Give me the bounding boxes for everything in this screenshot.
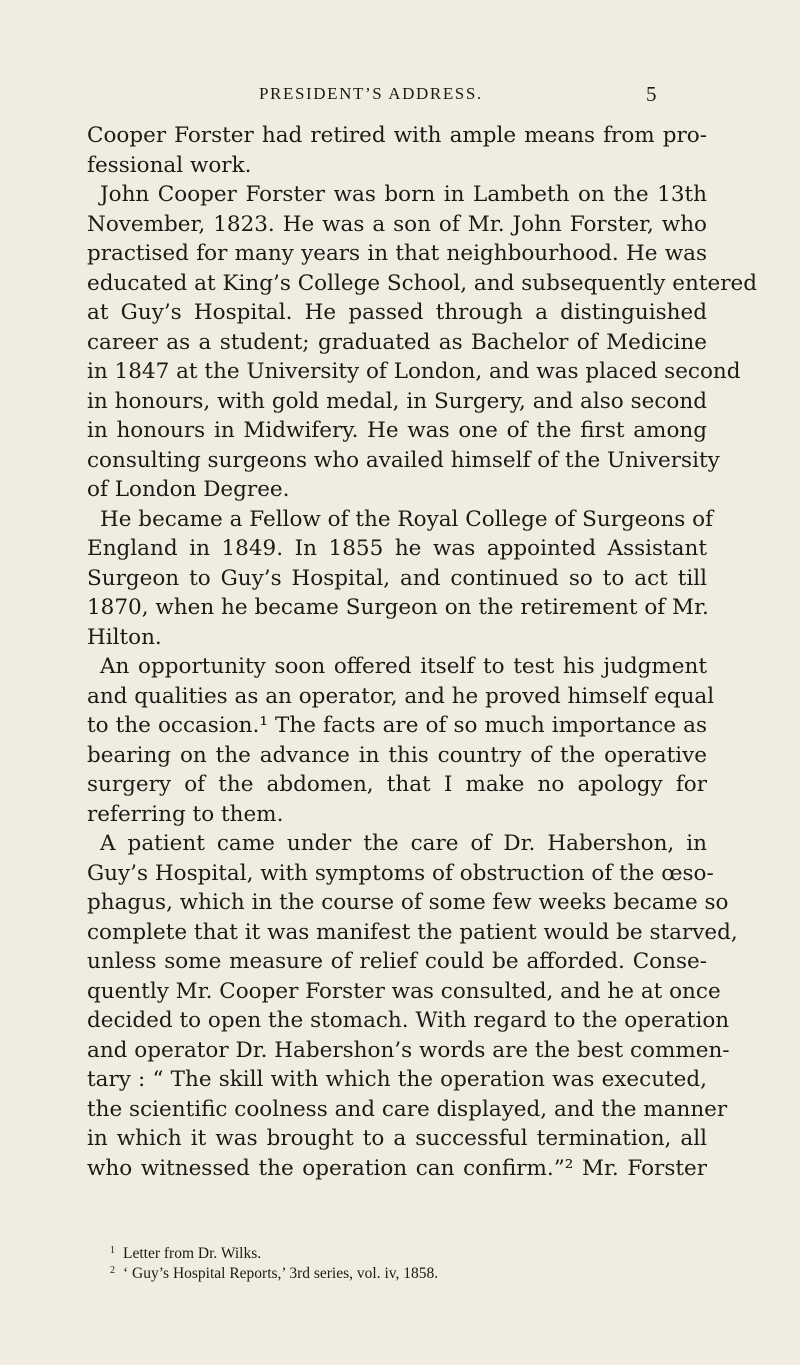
text-line: educated at King’s College School, and subsequently entered bbox=[87, 270, 757, 296]
text-line: England in 1849. In 1855 he was appointed Assistant bbox=[87, 536, 707, 561]
footnote-mark: 2 bbox=[110, 1265, 115, 1276]
text-line: complete that it was manifest the patient would be starved, bbox=[87, 919, 738, 945]
text-line: in 1847 at the University of London, and was placed second bbox=[87, 359, 741, 384]
paragraph-start-line: John Cooper Forster was born in Lambeth on the 13th bbox=[100, 182, 707, 207]
running-title: PRESIDENT’S ADDRESS. bbox=[259, 84, 483, 103]
text-line: November, 1823. He was a son of Mr. John Forster, who bbox=[87, 211, 707, 237]
text-line: the scientific coolness and care displayed, and the manner bbox=[87, 1096, 728, 1122]
text-line: surgery of the abdomen, that I make no apology for bbox=[87, 772, 707, 797]
running-header bbox=[0, 84, 800, 110]
footnote-text: Letter from Dr. Wilks. bbox=[123, 1245, 262, 1262]
text-line: bearing on the advance in this country of the operative bbox=[87, 742, 707, 768]
text-line: career as a student; graduated as Bachelor of Medicine bbox=[87, 329, 707, 355]
text-line: and operator Dr. Habershon’s words are the best commen- bbox=[87, 1037, 730, 1063]
text-line: at Guy’s Hospital. He passed through a distinguished bbox=[87, 300, 707, 325]
text-line: 1870, when he became Surgeon on the retirement of Mr. bbox=[87, 595, 709, 620]
footnote-text: ‘ Guy’s Hospital Reports,’ 3rd series, vol. iv, 1858. bbox=[123, 1265, 439, 1282]
text-line: consulting surgeons who availed himself of the University bbox=[87, 447, 720, 473]
text-line: unless some measure of relief could be afforded. Conse- bbox=[87, 949, 707, 974]
text-line: in honours, with gold medal, in Surgery, and also second bbox=[87, 388, 707, 414]
text-line: to the occasion.¹ The facts are of so much importance as bbox=[87, 713, 707, 738]
footnote-mark: 1 bbox=[110, 1245, 115, 1256]
paragraph-start-line: He became a Fellow of the Royal College of Surgeons of bbox=[100, 506, 714, 532]
text-line: of London Degree. bbox=[87, 477, 290, 502]
body-text bbox=[87, 121, 757, 1183]
text-line: phagus, which in the course of some few weeks became so bbox=[87, 890, 729, 915]
text-line: and qualities as an operator, and he proved himself equal bbox=[87, 683, 715, 709]
paragraph-start-line: A patient came under the care of Dr. Habershon, in bbox=[100, 831, 707, 856]
footnotes bbox=[110, 1241, 710, 1281]
text-line: practised for many years in that neighbourhood. He was bbox=[87, 241, 707, 266]
text-line: in honours in Midwifery. He was one of the first among bbox=[87, 418, 707, 443]
text-line: decided to open the stomach. With regard to the operation bbox=[87, 1008, 730, 1033]
text-line: Surgeon to Guy’s Hospital, and continued so to act till bbox=[87, 565, 707, 591]
text-line: Hilton. bbox=[87, 624, 162, 650]
footnote-2 bbox=[110, 1261, 710, 1281]
text-line: Cooper Forster had retired with ample means from pro- bbox=[87, 123, 707, 148]
text-line: fessional work. bbox=[87, 152, 252, 178]
page-number: 5 bbox=[646, 82, 657, 106]
text-line: Guy’s Hospital, with symptoms of obstruction of the œso- bbox=[87, 860, 714, 886]
footnote-1 bbox=[110, 1241, 710, 1261]
paragraph-start-line: An opportunity soon offered itself to test his judgment bbox=[100, 654, 707, 679]
text-line: who witnessed the operation can confirm.”² Mr. Forster bbox=[87, 1155, 707, 1181]
text-line: quently Mr. Cooper Forster was consulted, and he at once bbox=[87, 978, 721, 1004]
text-line: referring to them. bbox=[87, 801, 284, 827]
text-line: tary : “ The skill with which the operation was executed, bbox=[87, 1067, 707, 1092]
text-line: in which it was brought to a successful termination, all bbox=[87, 1126, 707, 1151]
